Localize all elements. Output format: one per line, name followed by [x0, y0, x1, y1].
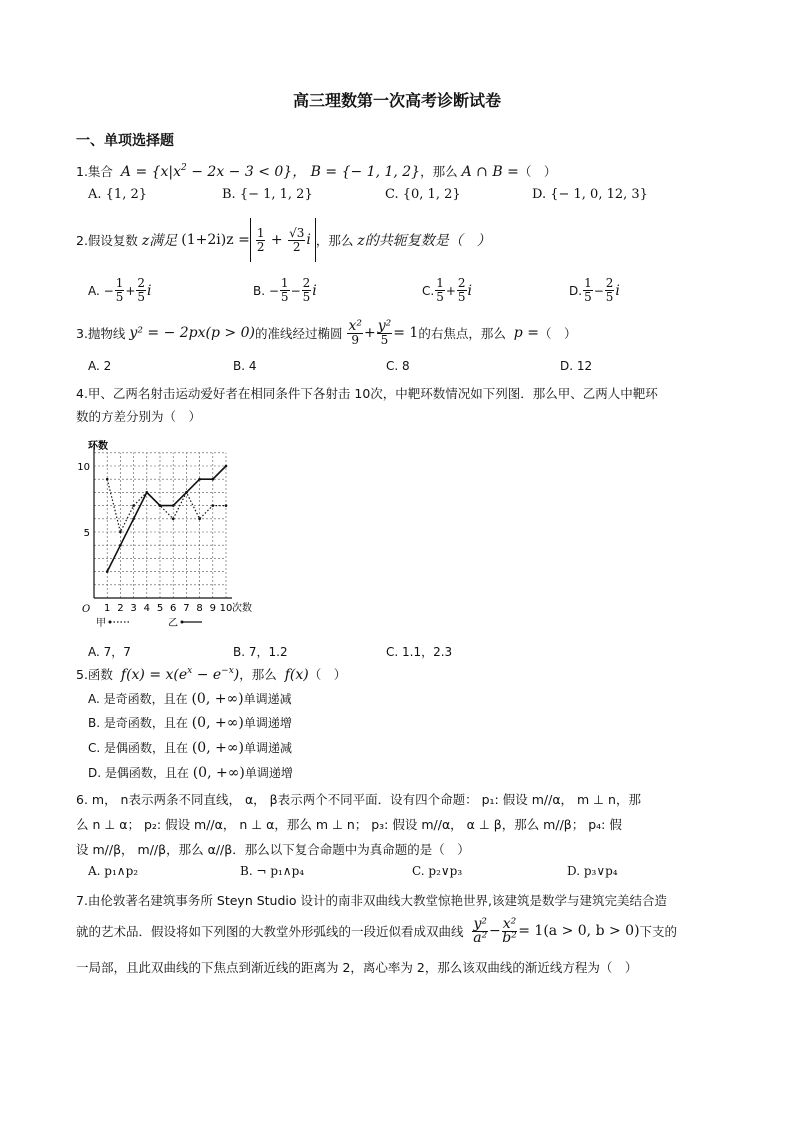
data-point	[132, 504, 135, 507]
question-4-line-1: 4.甲、乙两名射击运动爱好者在相同条件下各射击 10次，中靶环数情况如下列图．那么甲、乙两人中靶环	[76, 386, 658, 401]
question-7-line-1: 7.由伦敦著名建筑事务所 Steyn Studio 设计的南非双曲线大教堂惊艳世界,该建筑是数学与建筑完美结合造	[76, 893, 667, 908]
question-3-stem: 3.抛物线 y² = − 2px(p > 0) 的准线经过椭圆 $\frac{\text{x²}}{9}$ + $\frac{\text{y²}}{5}$ = 1 的右焦点，那么 p = （ ）	[76, 317, 577, 347]
question-1-option-c[interactable]: C. {0, 1, 2}	[385, 187, 461, 202]
question-6-line-2: 么 n ⊥ α； p₂: 假设 m//α， n ⊥ α，那么 m ⊥ n； p₃: 假设 m//α， α ⊥ β，那么 m//β； p₄: 假	[76, 817, 622, 832]
data-point	[146, 491, 149, 494]
question-6-option-b[interactable]: B. ¬ p₁∧p₄	[240, 864, 305, 878]
data-point	[119, 544, 122, 547]
page-title: 高三理数第一次高考诊断试卷	[292, 91, 501, 110]
legend-label: 乙	[168, 618, 178, 629]
question-2-option-d[interactable]: D. $\frac{1}{5}$ − $\frac{2}{5}$ i	[569, 276, 620, 304]
y-tick-label: 5	[83, 528, 90, 539]
x-tick-label: 1	[104, 603, 111, 614]
data-point	[198, 518, 201, 521]
chart-axes	[94, 447, 232, 598]
x-axis-label: 次数	[232, 603, 252, 614]
data-point	[159, 504, 162, 507]
question-1-option-d[interactable]: D. {− 1, 0, 12, 3}	[532, 187, 648, 202]
question-1-stem: 1.集合 $A = \{x|x^2 - 2x - 3 < 0\}$， B = {− 1, 1, 2}，那么 A ∩ B =（ ）	[76, 163, 557, 180]
x-tick-label: 5	[156, 603, 164, 614]
chart-grid	[94, 453, 226, 598]
legend-swatch-dot	[109, 621, 112, 624]
question-3-option-a[interactable]: A. 2	[88, 359, 112, 373]
question-6-option-c[interactable]: C. p₂∨p₃	[412, 864, 463, 878]
data-point	[198, 478, 201, 481]
question-3-option-c[interactable]: C. 8	[386, 359, 410, 373]
x-tick-label: 3	[130, 603, 137, 614]
data-point	[172, 518, 175, 521]
question-7-line-3: 一局部，且此双曲线的下焦点到渐近线的距离为 2，离心率为 2，那么该双曲线的渐近线方程为（ ）	[76, 960, 638, 975]
section-heading: 一、单项选择题	[76, 133, 174, 149]
data-point	[212, 478, 215, 481]
question-2-option-c[interactable]: C. $\frac{1}{5}$ + $\frac{2}{5}$ i	[422, 276, 473, 304]
data-point	[106, 478, 109, 481]
x-tick-label: 10	[219, 603, 233, 614]
question-4-option-c[interactable]: C. 1.1，2.3	[386, 645, 453, 659]
legend-swatch-dot	[181, 621, 184, 624]
question-2-option-b[interactable]: B. − $\frac{1}{5}$ − $\frac{2}{5}$ i	[253, 276, 317, 304]
y-tick-label: 10	[77, 462, 90, 473]
data-point	[172, 504, 175, 507]
question-6-line-3: 设 m//β， m//β，那么 α//β．那么以下复合命题中为真命题的是（ ）	[76, 842, 470, 857]
question-3-option-d[interactable]: D. 12	[560, 359, 593, 373]
question-6-option-d[interactable]: D. p₃∨p₄	[567, 864, 618, 878]
data-point	[225, 465, 228, 468]
question-1-option-b[interactable]: B. {− 1, 1, 2}	[222, 187, 313, 202]
data-point	[185, 491, 188, 494]
question-4-line-2: 数的方差分别为（ ）	[76, 409, 202, 424]
question-3-option-b[interactable]: B. 4	[233, 359, 257, 373]
question-4-option-a[interactable]: A. 7，7	[88, 645, 131, 659]
question-5-option-d[interactable]: D. 是偶函数，且在 (0, +∞)单调递增	[88, 765, 293, 781]
question-5-stem: 5.函数 $f(x) = x(e^x - e^{-x})$，那么 f(x)（ ）	[76, 666, 347, 683]
x-tick-label: 6	[170, 603, 177, 614]
data-point	[225, 504, 228, 507]
x-tick-label: 2	[117, 603, 124, 614]
origin-label: O	[82, 604, 91, 615]
shooting-score-chart	[70, 432, 280, 632]
data-point	[119, 531, 122, 534]
question-7-line-2: 就的艺术品．假设将如下列图的大教堂外形弧线的一段近似看成双曲线 $\frac{\text{y²}}{\text{a²}}$ − $\frac{\text{x²}}{\text{b²}}$ = 1(a > 0, b > 0) 下支的	[76, 915, 678, 946]
question-5-option-b[interactable]: B. 是奇函数，且在 (0, +∞)单调递增	[88, 715, 292, 731]
question-6-line-1: 6. m， n表示两条不同直线， α， β表示两个不同平面．设有四个命题： p₁: 假设 m//α， m ⊥ n，那	[76, 792, 641, 807]
x-tick-label: 7	[183, 603, 190, 614]
x-tick-label: 8	[196, 603, 203, 614]
data-point	[212, 504, 215, 507]
x-tick-label: 9	[209, 603, 216, 614]
y-axis-label: 环数	[88, 440, 108, 452]
question-5-option-c[interactable]: C. 是偶函数，且在 (0, +∞)单调递减	[88, 740, 292, 756]
data-point	[132, 518, 135, 521]
question-2-option-a[interactable]: A. − $\frac{1}{5}$ + $\frac{2}{5}$ i	[88, 276, 152, 304]
question-5-option-a[interactable]: A. 是奇函数，且在 (0, +∞)单调递减	[88, 691, 292, 707]
question-6-option-a[interactable]: A. p₁∧p₂	[88, 864, 139, 878]
question-2-stem: 2.假设复数 z满足 (1+2i)z = $\frac{1}{2}$ + $\frac{√3}{2}$ i ，那么 z的共轭复数是（ ）	[76, 216, 491, 264]
question-1-option-a[interactable]: A. {1, 2}	[88, 187, 148, 202]
legend-label: 甲	[96, 618, 106, 629]
data-point	[106, 570, 109, 573]
question-4-option-b[interactable]: B. 7，1.2	[233, 645, 288, 659]
x-tick-label: 4	[143, 603, 150, 614]
